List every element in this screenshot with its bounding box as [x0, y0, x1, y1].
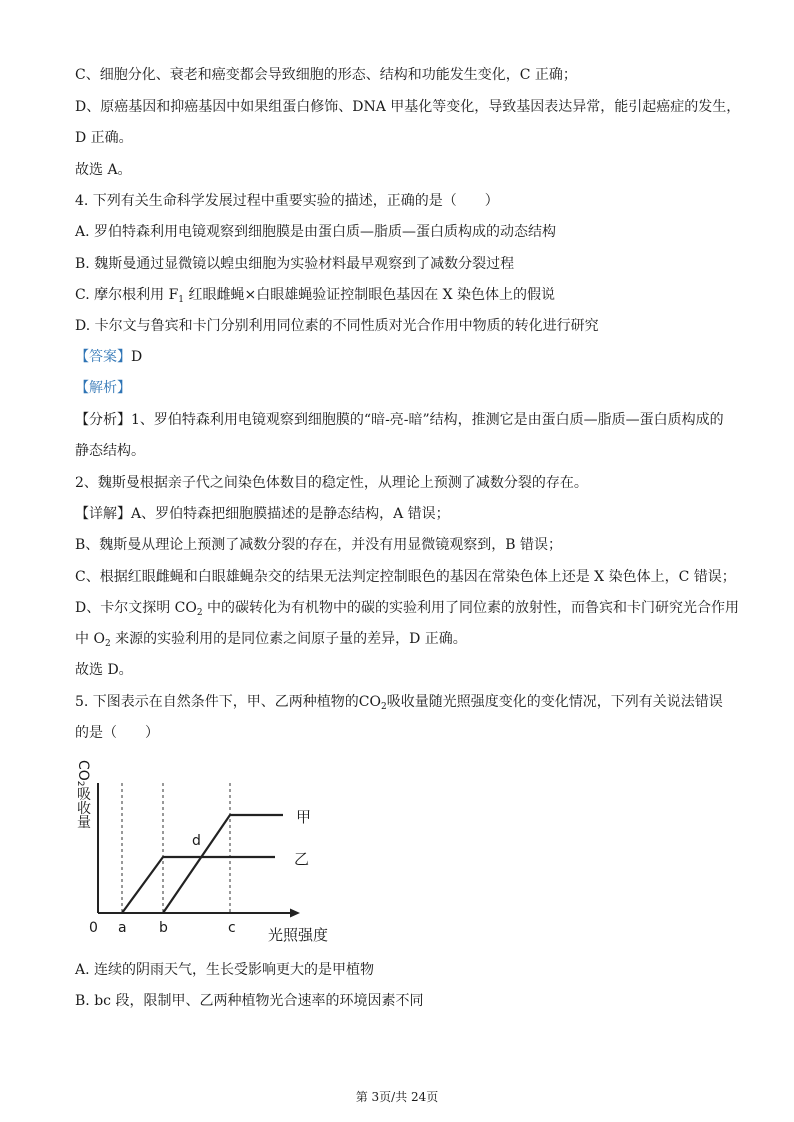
question-4-option-a: A. 罗伯特森利用电镜观察到细胞膜是由蛋白质—脂质—蛋白质构成的动态结构 [75, 223, 557, 240]
x-tick-c: c [228, 920, 236, 936]
analysis-line-2: 静态结构。 [75, 442, 145, 459]
analysis-tag: 【解析】 [75, 379, 131, 396]
answer-line [75, 342, 142, 373]
x-axis-label: 光照强度 [268, 926, 329, 944]
analysis-heading [75, 373, 131, 404]
y-axis-label: $CO_2$吸收量 [75, 760, 91, 829]
analysis-line-1: 【分析】1、罗伯特森利用电镜观察到细胞膜的“暗-亮-暗”结构，推测它是由蛋白质—脂质—蛋白质构成的 [75, 411, 724, 428]
question-5-option-a: A. 连续的阴雨天气，生长受影响更大的是甲植物 [75, 961, 375, 978]
series-line-yi [122, 857, 275, 913]
question-5-stem-cont: 的是（ ） [75, 724, 159, 741]
detail-line-d: D、卡尔文探明 $CO_2$ 中的碳转化为有机物中的碳的实验利用了同位素的放射性，而鲁宾和卡门研究光合作用 [75, 599, 740, 618]
answer-c-explanation: C、细胞分化、衰老和癌变都会导致细胞的形态、结构和功能发生变化，C 正确； [75, 66, 577, 83]
series-label-yi: 乙 [294, 850, 310, 868]
page-footer: 第 3页/共 24页 [355, 1090, 439, 1104]
x-tick-b: b [159, 920, 168, 936]
x-axis-arrow [290, 909, 300, 918]
analysis-sub-tag: 【分析】 [75, 411, 131, 428]
previous-conclusion: 故选 A。 [75, 161, 132, 178]
answer-d-explanation: D、原癌基因和抑癌基因中如果组蛋白修饰、DNA 甲基化等变化，导致基因表达异常，能引起癌症的发生， [75, 98, 741, 115]
origin-label: 0 [89, 920, 98, 936]
detail-line-c: C、根据红眼雌蝇和白眼雄蝇杂交的结果无法判定控制眼色的基因在常染色体上还是 X 染色体上，C 错误； [75, 568, 736, 585]
question-4-option-d: D. 卡尔文与鲁宾和卡门分别利用同位素的不同性质对光合作用中物质的转化进行研究 [75, 317, 599, 334]
answer-d-explanation-cont: D 正确。 [75, 129, 133, 146]
question-4-stem: 4. 下列有关生命科学发展过程中重要实验的描述，正确的是（ ） [75, 192, 499, 209]
detail-line-b: B、魏斯曼从理论上预测了减数分裂的存在，并没有用显微镜观察到，B 错误； [75, 536, 563, 553]
detail-line-a: 【详解】A、罗伯特森把细胞膜描述的是静态结构，A 错误； [75, 505, 450, 522]
series-line-jia [163, 815, 283, 913]
series-label-jia: 甲 [296, 808, 312, 826]
intersection-label: d [192, 833, 201, 849]
question-5-option-b: B. bc 段，限制甲、乙两种植物光合速率的环境因素不同 [75, 992, 424, 1009]
answer-tag: 【答案】 [75, 348, 131, 365]
question-4-option-b: B. 魏斯曼通过显微镜以蝗虫细胞为实验材料最早观察到了减数分裂过程 [75, 255, 515, 272]
detail-tag: 【详解】 [75, 505, 131, 522]
question-4-option-c: C. 摩尔根利用 $F_1$ 红眼雌蝇×白眼雄蝇验证控制眼色基因在 X 染色体上的假说 [75, 286, 556, 305]
detail-line-d-cont: 中 $O_2$ 来源的实验利用的是同位素之间原子量的差异，D 正确。 [75, 630, 467, 649]
question-5-stem: 5. 下图表示在自然条件下，甲、乙两种植物的$CO_2$吸收量随光照强度变化的变化情况，下列有关说法错误 [75, 693, 723, 712]
question-4-conclusion: 故选 D。 [75, 661, 133, 678]
x-tick-a: a [118, 920, 127, 936]
answer-value: D [131, 348, 143, 365]
analysis-line-3: 2、魏斯曼根据亲子代之间染色体数目的稳定性，从理论上预测了减数分裂的存在。 [75, 474, 588, 491]
